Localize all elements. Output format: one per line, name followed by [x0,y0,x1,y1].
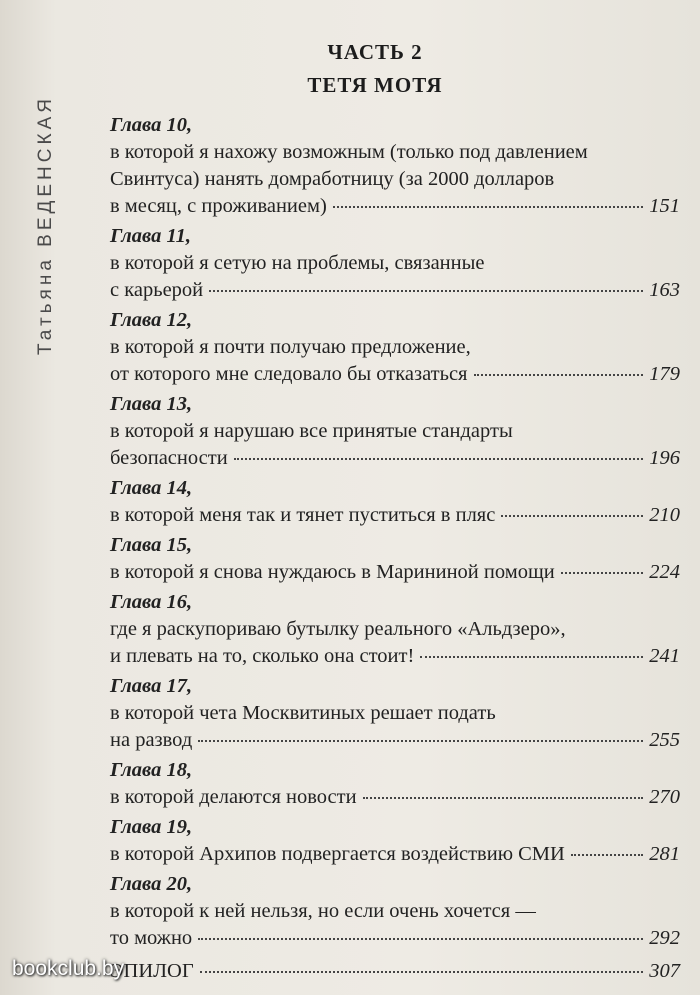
epilog-entry [110,958,680,985]
chapter-description-last-line [110,643,680,670]
chapter-description-line: в которой к ней нельзя, но если очень хочется — [110,900,536,922]
page-number: 224 [649,561,680,583]
dot-leader [333,206,643,208]
toc-entry [110,223,680,304]
chapter-heading: Глава 19, [110,816,193,838]
dot-leader [474,374,644,376]
chapter-description-text: от которого мне следовало бы отказаться [110,363,468,385]
dot-leader [198,740,643,742]
dot-leader [363,797,644,799]
page-number: 163 [649,279,680,301]
chapter-description-last-line [110,361,680,388]
chapter-description-line: в которой чета Москвитиных решает подать [110,702,496,724]
chapter-description-text: то можно [110,927,193,949]
chapter-description-text: в которой делаются новости [110,786,357,808]
spine-author [26,60,66,390]
epilog-label: ЭПИЛОГ [110,960,194,982]
chapter-description-last-line [110,727,680,754]
chapter-description-last-line [110,841,680,868]
toc-entry [110,532,680,586]
watermark: bookclub.by [12,957,125,980]
dot-leader [501,515,643,517]
chapter-description-text: и плевать на то, сколько она стоит! [110,645,415,667]
page-number: 196 [649,447,680,469]
part-number: ЧАСТЬ 2 [327,40,423,64]
page-number: 281 [649,843,680,865]
chapter-heading: Глава 11, [110,225,191,247]
table-of-contents [110,112,680,985]
chapter-description-last-line [110,784,680,811]
page-number: 255 [649,729,680,751]
chapter-description-last-line [110,502,680,529]
chapter-description-line: Свинтуса) нанять домработницу (за 2000 долларов [110,168,555,190]
toc-entry [110,391,680,472]
chapter-description-last-line [110,925,680,952]
chapter-heading: Глава 18, [110,759,193,781]
chapter-description-text: с карьерой [110,279,204,301]
page-number: 210 [649,504,680,526]
toc-entry [110,757,680,811]
toc-entry [110,673,680,754]
chapter-heading: Глава 16, [110,591,193,613]
page-number: 307 [649,960,680,982]
chapter-heading: Глава 15, [110,534,193,556]
dot-leader [571,854,643,856]
spine-author-text: Татьяна ВЕДЕНСКАЯ [35,95,56,355]
chapter-description-line: где я раскупориваю бутылку реального «Альдзеро», [110,618,566,640]
chapter-description-text: в которой я снова нуждаюсь в Марининой помощи [110,561,555,583]
dot-leader [209,290,643,292]
dot-leader [198,938,643,940]
page-number: 241 [649,645,680,667]
chapter-description-text: безопасности [110,447,228,469]
dot-leader [200,971,644,973]
chapter-description-line: в которой я нарушаю все принятые стандарты [110,420,513,442]
chapter-description-text: в которой Архипов подвергается воздействию СМИ [110,843,565,865]
chapter-description-last-line [110,193,680,220]
chapter-heading: Глава 13, [110,393,193,415]
chapter-description-line: в которой я почти получаю предложение, [110,336,471,358]
toc-entry [110,871,680,952]
toc-entry [110,112,680,220]
page-number: 151 [649,195,680,217]
dot-leader [420,656,643,658]
chapter-description-last-line [110,277,680,304]
chapter-heading: Глава 10, [110,114,193,136]
toc-entry [110,475,680,529]
chapter-description-last-line [110,559,680,586]
chapter-heading: Глава 14, [110,477,193,499]
dot-leader [234,458,644,460]
chapter-description-line: в которой я сетую на проблемы, связанные [110,252,485,274]
chapter-description-text: на развод [110,729,193,751]
chapter-heading: Глава 12, [110,309,193,331]
chapter-description-text: в которой меня так и тянет пуститься в пляс [110,504,496,526]
dot-leader [561,572,644,574]
chapter-heading: Глава 20, [110,873,193,895]
chapter-heading: Глава 17, [110,675,193,697]
toc-entry [110,589,680,670]
chapter-description-line: в которой я нахожу возможным (только под давлением [110,141,588,163]
page-number: 179 [649,363,680,385]
toc-entry [110,307,680,388]
page-number: 270 [649,786,680,808]
toc-entry [110,814,680,868]
part-title: ТЕТЯ МОТЯ [307,73,443,97]
chapter-description-last-line [110,445,680,472]
chapter-description-text: в месяц, с проживанием) [110,195,327,217]
page-number: 292 [649,927,680,949]
